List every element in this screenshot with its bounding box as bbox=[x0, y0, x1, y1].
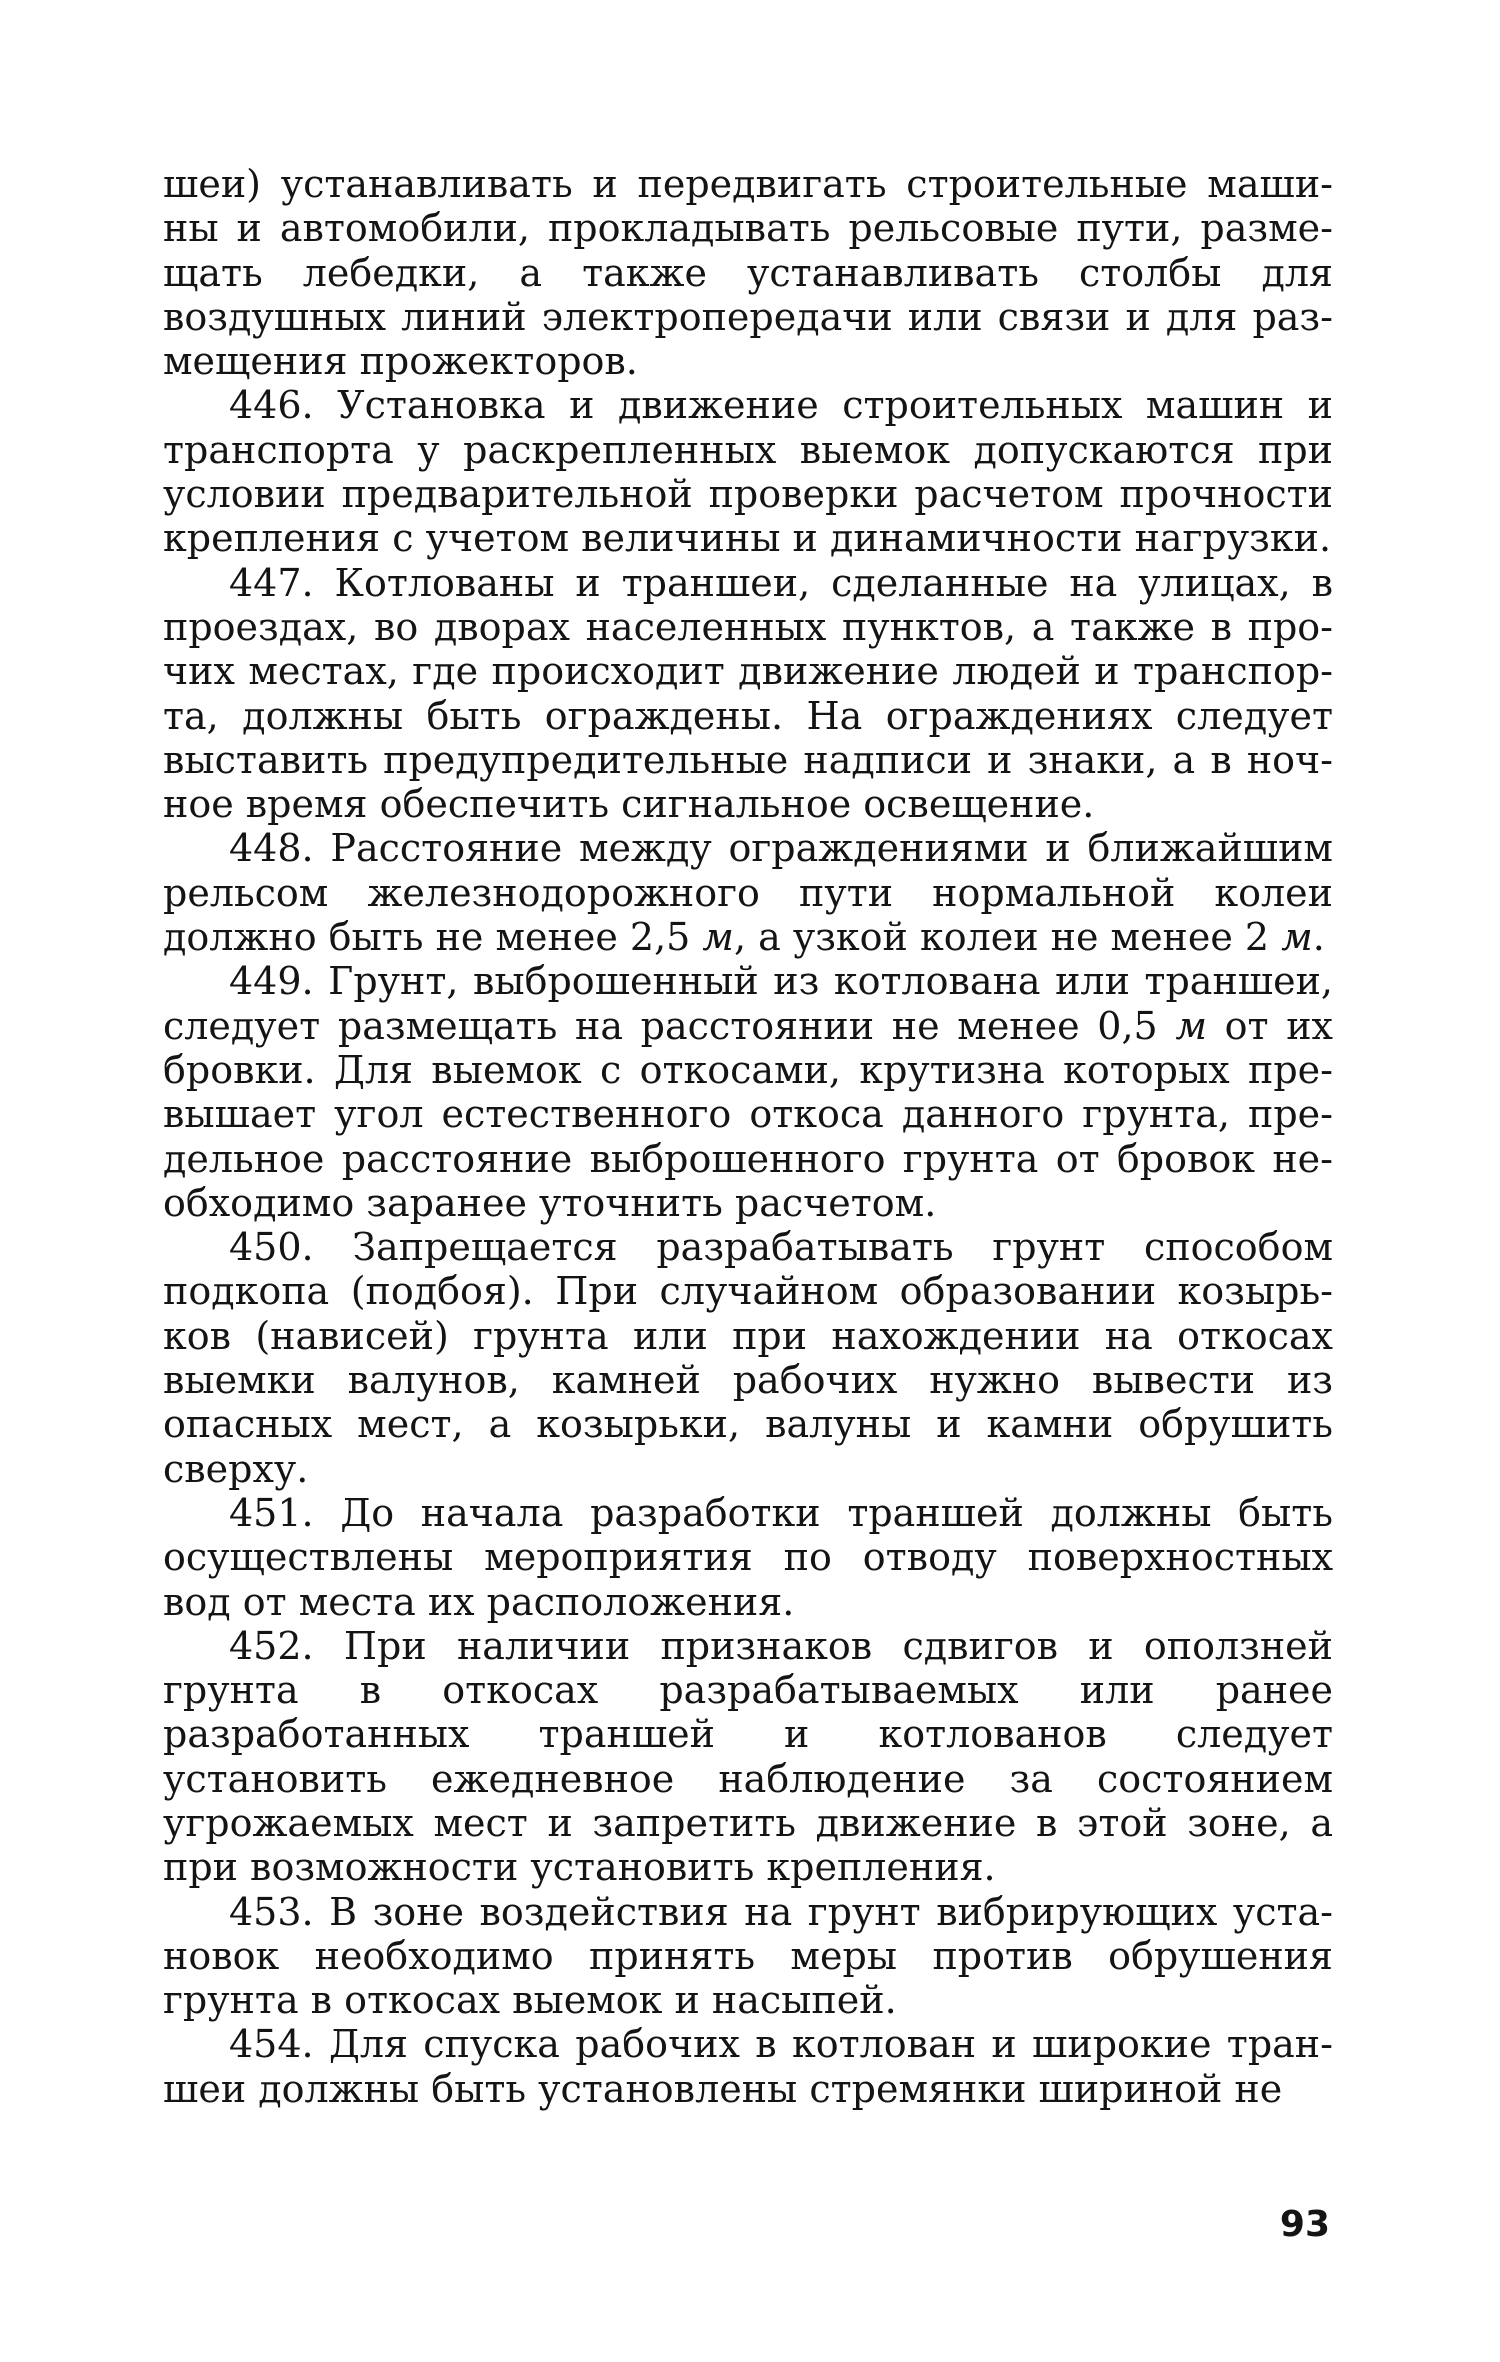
paragraph-number: 451. bbox=[229, 1490, 314, 1535]
paragraph-452 bbox=[163, 1624, 1333, 1890]
paragraph-454 bbox=[163, 2022, 1333, 2111]
paragraph-number: 446. bbox=[229, 383, 314, 428]
paragraph-text-cont: , а узкой колеи не менее 2 bbox=[733, 915, 1270, 960]
paragraph-text: Расстояние между ограждениями и ближайшим рельсом железнодорожного пути нормальной колеи должно быть не менее 2,5 bbox=[163, 826, 1333, 960]
paragraph-number: 452. bbox=[229, 1623, 314, 1668]
paragraph-text: Для спуска рабочих в котлован и широкие траншеи должны быть установлены стремянки шириной не bbox=[163, 2022, 1333, 2111]
paragraph-number: 448. bbox=[229, 826, 314, 871]
paragraph-450 bbox=[163, 1225, 1333, 1491]
paragraph-448 bbox=[163, 826, 1333, 959]
paragraph-text: До начала разработки траншей должны быть осуществлены мероприятия по отводу поверхностных вод от места их расположения. bbox=[163, 1490, 1333, 1624]
paragraph-453 bbox=[163, 1890, 1333, 2023]
paragraph-text: Грунт, выброшенный из котлована или траншеи, следует размещать на расстоянии не менее 0,5 bbox=[163, 959, 1333, 1048]
paragraph-text-end: . bbox=[1312, 915, 1325, 960]
paragraph-text: Запрещается разрабатывать грунт способом подкопа (подбоя). При случайном образовании козырьков (нависей) грунта или при нахождении на откосах выемки валунов, камней рабочих нужно вывести из опасных мест, а козырьки, валуны и камни обрушить сверху. bbox=[163, 1225, 1333, 1491]
paragraph-text: При наличии признаков сдвигов и оползней грунта в откосах разрабатываемых или ранее разработанных траншей и котлованов следует установить ежедневное наблюдение за состоянием угрожаемых мест и запретить движение в этой зоне, а при возможности установить крепления. bbox=[163, 1623, 1333, 1890]
paragraph-number: 454. bbox=[229, 2022, 314, 2067]
paragraph-text: Котлованы и траншеи, сделанные на улицах, в проездах, во дворах населенных пунктов, а также в прочих местах, где происходит движение людей и транспорта, должны быть ограждены. На ограждениях следует выставить предупредительные надписи и знаки, а в ночное время обеспечить сигнальное освещение. bbox=[163, 560, 1333, 827]
paragraph-continued bbox=[163, 162, 1333, 383]
body-text bbox=[163, 162, 1333, 2111]
paragraph-447 bbox=[163, 561, 1333, 827]
paragraph-451 bbox=[163, 1491, 1333, 1624]
paragraph-text: шеи) устанавливать и передвигать строительные машины и автомобили, прокладывать рельсовые пути, размещать лебедки, а также устанавливать столбы для воздушных линий электропередачи или связи и для размещения прожекторов. bbox=[163, 162, 1333, 384]
unit-label: м bbox=[1281, 915, 1313, 960]
unit-label: м bbox=[702, 915, 734, 960]
paragraph-number: 453. bbox=[229, 1889, 314, 1934]
paragraph-number: 450. bbox=[229, 1225, 314, 1270]
paragraph-number: 449. bbox=[229, 959, 314, 1004]
paragraph-text-cont: от их бровки. Для выемок с откосами, крутизна которых превышает угол естественного откоса данного грунта, предельное расстояние выброшенного грунта от бровок необходимо заранее уточнить расчетом. bbox=[163, 1003, 1333, 1225]
paragraph-449 bbox=[163, 959, 1333, 1225]
paragraph-446 bbox=[163, 383, 1333, 560]
unit-label: м bbox=[1175, 1003, 1207, 1048]
paragraph-number: 447. bbox=[229, 560, 314, 605]
page-number: 93 bbox=[1279, 2204, 1330, 2245]
paragraph-text: Установка и движение строительных машин и транспорта у раскрепленных выемок допускаются при условии предварительной проверки расчетом прочности крепления с учетом величины и динамичности нагрузки. bbox=[163, 383, 1333, 561]
paragraph-text: В зоне воздействия на грунт вибрирующих установок необходимо принять меры против обрушения грунта в откосах выемок и насыпей. bbox=[163, 1889, 1333, 2023]
